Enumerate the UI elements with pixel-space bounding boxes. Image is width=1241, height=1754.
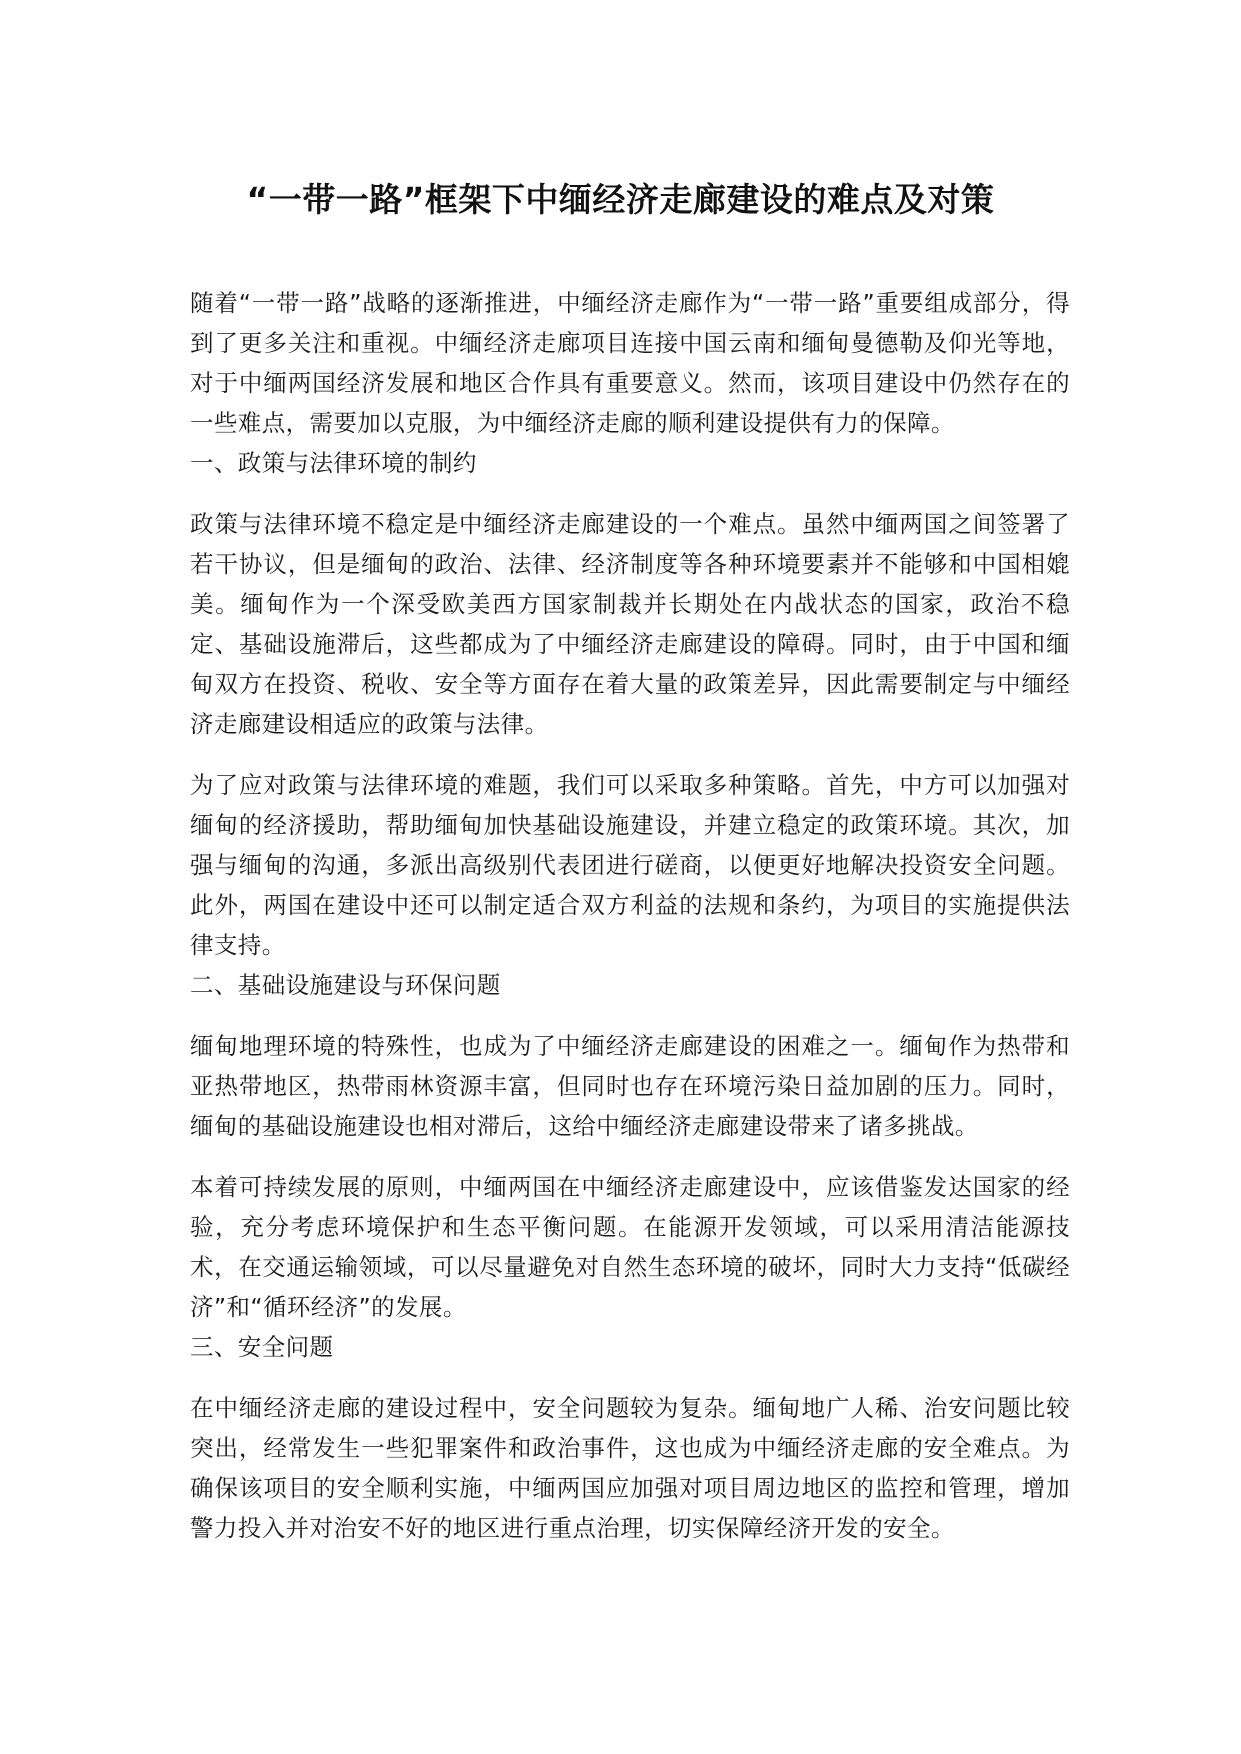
document-title: “一带一路”框架下中缅经济走廊建设的难点及对策 xyxy=(246,180,995,219)
section-heading-policy-law: 一、政策与法律环境的制约 xyxy=(190,449,477,477)
document-body xyxy=(190,283,1070,1548)
paragraph-policy-law-1: 政策与法律环境不稳定是中缅经济走廊建设的一个难点。虽然中缅两国之间签署了若干协议，但是缅甸的政治、法律、经济制度等各种环境要素并不能够和中国相媲美。缅甸作为一个深受欧美西方国家制裁并长期处在内战状态的国家，政治不稳定、基础设施滞后，这些都成为了中缅经济走廊建设的障碍。同时，由于中国和缅甸双方在投资、税收、安全等方面存在着大量的政策差异，因此需要制定与中缅经济走廊建设相适应的政策与法律。 xyxy=(190,510,1070,738)
paragraph-policy-law-2: 为了应对政策与法律环境的难题，我们可以采取多种策略。首先，中方可以加强对缅甸的经济援助，帮助缅甸加快基础设施建设，并建立稳定的政策环境。其次，加强与缅甸的沟通，多派出高级别代表团进行磋商，以便更好地解决投资安全问题。此外，两国在建设中还可以制定适合双方利益的法规和条约，为项目的实施提供法律支持。 xyxy=(190,771,1070,959)
paragraph-infrastructure-1: 缅甸地理环境的特殊性，也成为了中缅经济走廊建设的困难之一。缅甸作为热带和亚热带地区，热带雨林资源丰富，但同时也存在环境污染日益加剧的压力。同时，缅甸的基础设施建设也相对滞后，这给中缅经济走廊建设带来了诸多挑战。 xyxy=(190,1032,1070,1140)
section-heading-infrastructure: 二、基础设施建设与环保问题 xyxy=(190,971,501,999)
section-heading-security: 三、安全问题 xyxy=(190,1333,334,1361)
paragraph-infrastructure-2: 本着可持续发展的原则，中缅两国在中缅经济走廊建设中，应该借鉴发达国家的经验，充分考虑环境保护和生态平衡问题。在能源开发领域，可以采用清洁能源技术，在交通运输领域，可以尽量避免对自然生态环境的破坏，同时大力支持“低碳经济”和“循环经济”的发展。 xyxy=(190,1173,1070,1321)
paragraph-intro: 随着“一带一路”战略的逐渐推进，中缅经济走廊作为“一带一路”重要组成部分，得到了更多关注和重视。中缅经济走廊项目连接中国云南和缅甸曼德勒及仰光等地，对于中缅两国经济发展和地区合作具有重要意义。然而，该项目建设中仍然存在的一些难点，需要加以克服，为中缅经济走廊的顺利建设提供有力的保障。 xyxy=(190,289,1070,437)
paragraph-security-1: 在中缅经济走廊的建设过程中，安全问题较为复杂。缅甸地广人稀、治安问题比较突出，经常发生一些犯罪案件和政治事件，这也成为中缅经济走廊的安全难点。为确保该项目的安全顺利实施，中缅两国应加强对项目周边地区的监控和管理，增加警力投入并对治安不好的地区进行重点治理，切实保障经济开发的安全。 xyxy=(190,1394,1070,1542)
